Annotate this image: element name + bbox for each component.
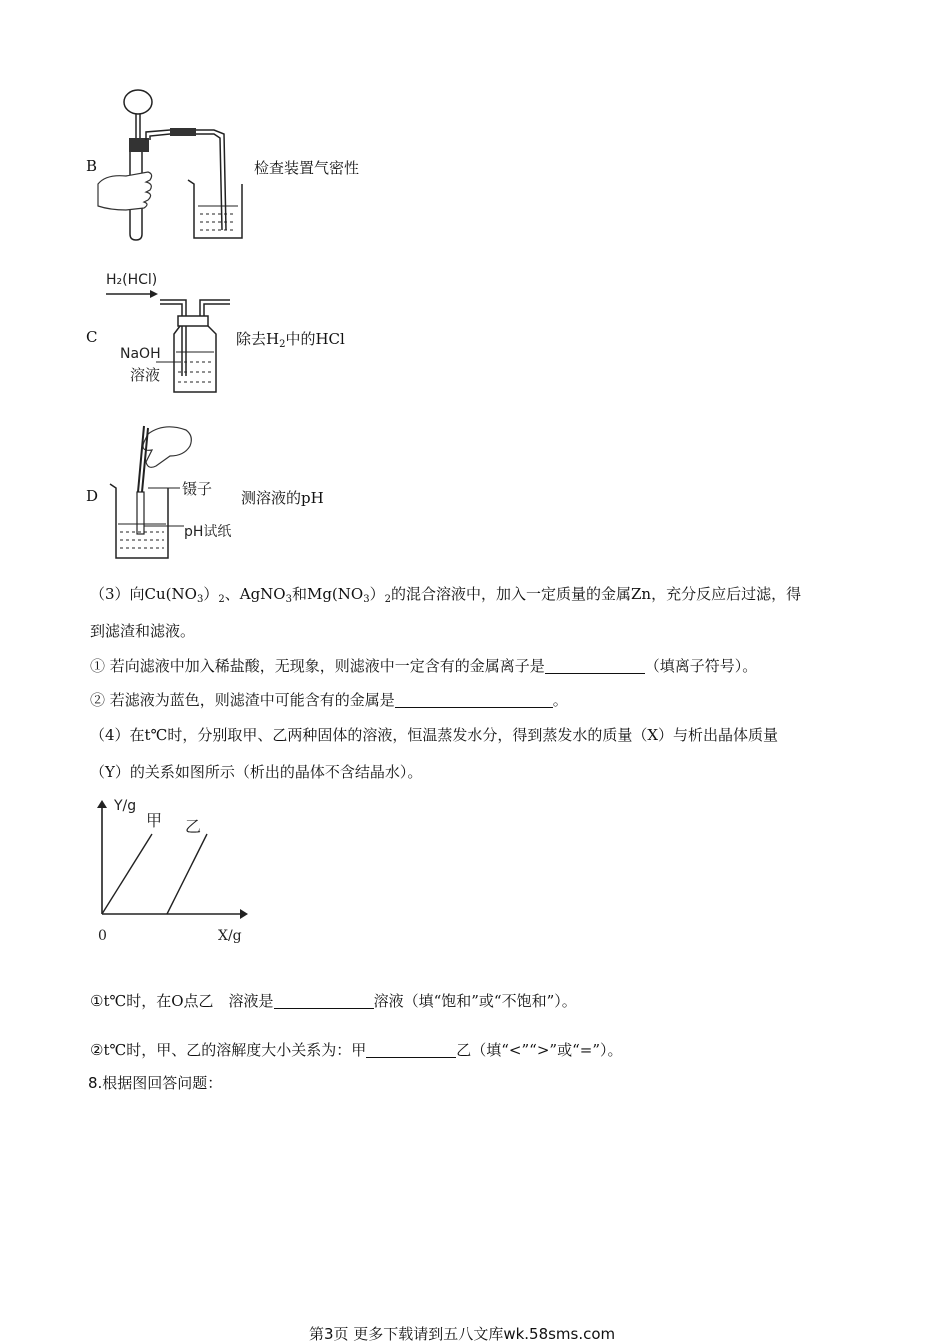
tweezers-label: 镊子 bbox=[182, 480, 213, 498]
option-c-text: 除去$H_2$中的HCl bbox=[236, 330, 345, 350]
option-c-letter: C bbox=[86, 328, 98, 346]
q3-sub1: ① 若向滤液中加入稀盐酸，无现象，则滤液中一定含有的金属离子是 （填离子符号）。 bbox=[90, 657, 758, 675]
q4-sub2: ②t℃时，甲、乙的溶解度大小关系为：甲 乙（填“<”“>”或“=”）。 bbox=[90, 1041, 623, 1059]
series-line-2 bbox=[167, 834, 207, 914]
q8-heading: 8.根据图回答问题： bbox=[88, 1074, 223, 1092]
crystal-mass-chart bbox=[90, 796, 260, 946]
naoh-label: NaOH bbox=[120, 346, 161, 362]
answer-blank-saturation[interactable] bbox=[274, 993, 374, 1009]
q3-sub2: ② 若滤液为蓝色，则滤渣中可能含有的金属是 。 bbox=[90, 691, 568, 709]
q4-line1: （4）在t℃时，分别取甲、乙两种固体的溶液，恒温蒸发水分，得到蒸发水的质量（X）与析出晶体质量 bbox=[90, 726, 779, 744]
answer-blank-compare[interactable] bbox=[366, 1042, 456, 1058]
x-axis-label: X/g bbox=[218, 928, 242, 944]
series-label-1: 甲 bbox=[146, 811, 163, 830]
option-d-text: 测溶液的pH bbox=[241, 489, 324, 507]
airtightness-apparatus-figure bbox=[96, 88, 236, 240]
page-footer: 第3页 更多下载请到五八文库wk.58sms.com bbox=[309, 1325, 616, 1343]
answer-blank-metals[interactable] bbox=[395, 692, 553, 708]
answer-blank-ions[interactable] bbox=[545, 658, 645, 674]
q4-sub1: ①t℃时，在O点乙 溶液是 溶液（填“饱和”或“不饱和”）。 bbox=[90, 992, 577, 1010]
option-d-letter: D bbox=[86, 487, 99, 505]
q3-line1: （3）向$Cu(NO_3)_2$、AgNO$_3$和$Mg(NO_3)_2$的混合溶液中，加入一定质量的金属Zn，充分反应后过滤，得 bbox=[90, 585, 802, 605]
gas-label: H₂(HCl) bbox=[106, 272, 158, 288]
option-b-letter: B bbox=[86, 157, 98, 175]
series-line-1 bbox=[102, 834, 152, 914]
gas-washing-bottle-figure bbox=[104, 268, 236, 394]
option-b-text: 检查装置气密性 bbox=[254, 159, 360, 177]
ph-measure-figure bbox=[100, 422, 250, 562]
origin-label: 0 bbox=[98, 928, 107, 944]
q3-line2: 到滤渣和滤液。 bbox=[90, 622, 196, 640]
y-axis-arrow bbox=[97, 800, 107, 808]
q4-line2: （Y）的关系如图所示（析出的晶体不含结晶水）。 bbox=[90, 763, 423, 781]
y-axis-label: Y/g bbox=[114, 798, 137, 814]
x-axis-arrow bbox=[240, 909, 248, 919]
series-label-2: 乙 bbox=[185, 817, 202, 836]
solution-label: 溶液 bbox=[130, 366, 161, 384]
ph-paper-label: pH试纸 bbox=[184, 524, 232, 540]
